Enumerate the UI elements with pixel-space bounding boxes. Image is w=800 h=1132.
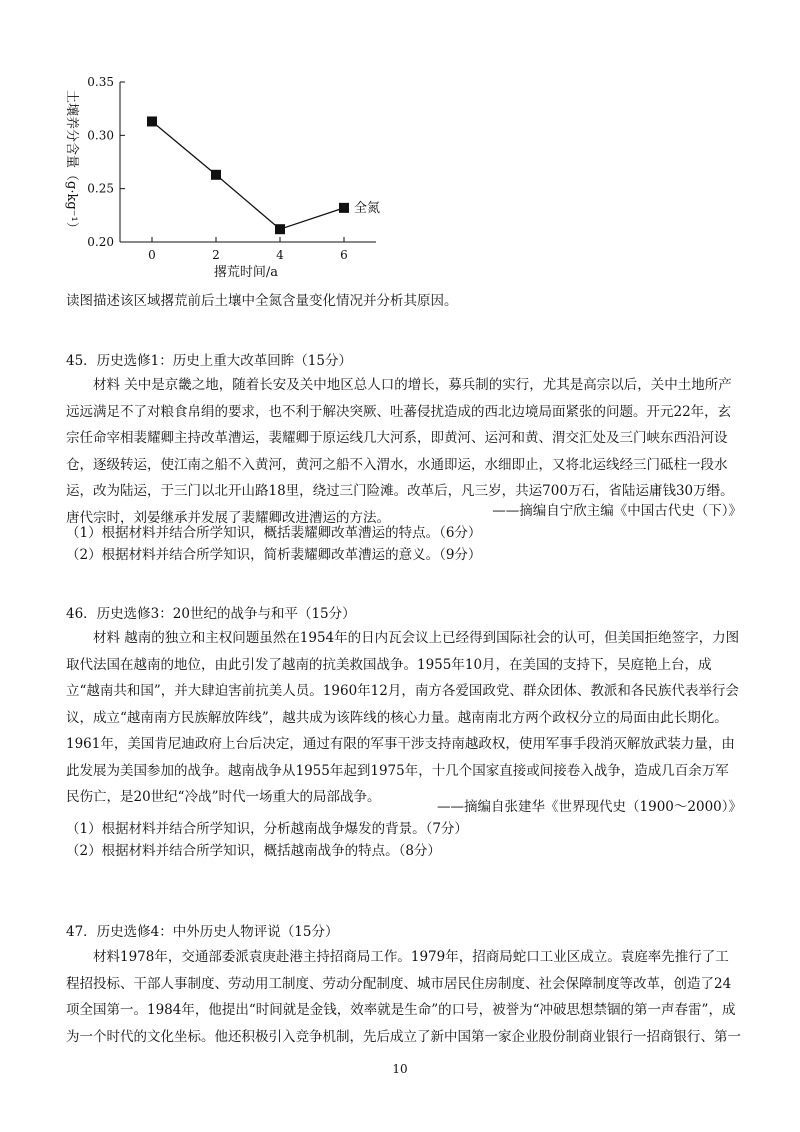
q46-question-1: （1）根据材料并结合所学知识，分析越南战争爆发的背景。（7分） (66, 821, 468, 837)
data-point-marker (147, 116, 157, 126)
x-tick-label: 0 (148, 248, 156, 262)
x-tick-label: 6 (340, 248, 348, 262)
q44-prompt: 读图描述该区域撂荒前后土壤中全氮含量变化情况并分析其原因。 (66, 293, 458, 309)
q45-title: 45．历史选修1：历史上重大改革回眸（15分） (66, 353, 352, 369)
q46-material: 材料 越南的独立和主权问题虽然在1954年的日内瓦会议上已经得到国际社会的认可，但美国拒绝签字，力图取代法国在越南的地位，由此引发了越南的抗美救国战争。1955年10月，在美国的支持下，吴庭艳上台，成立“越南共和国”，并大肆迫害前抗美人员。1960年12月，南方各爱国政党、群众团体、教派和各民族代表举行会议，成立“越南南方民族解放阵线”，越共成为该阵线的核心力量。越南南北方两个政权分立的局面由此长期化。1961年，美国肯尼迪政府上台后决定，通过有限的军事干涉支持南越政权，使用军事手段消灭解放武装力量，由此发展为美国参加的战争。越南战争从1955年起到1975年，十几个国家直接或间接卷入战争，造成几百余万军民伤亡，是20世纪“冷战”时代一场重大的局部战争。 (66, 630, 740, 805)
series-line-total-nitrogen (152, 121, 344, 229)
q46-source: ——摘编自张建华《世界现代史（1900～2000）》 (437, 799, 742, 815)
y-tick-label: 0.25 (87, 181, 114, 196)
x-tick-label: 4 (276, 248, 284, 262)
q46-question-2: （2）根据材料并结合所学知识，概括越南战争的特点。（8分） (66, 843, 441, 859)
x-tick-label: 2 (212, 248, 220, 262)
q45-question-2: （2）根据材料并结合所学知识，简析裴耀卿改革漕运的意义。（9分） (66, 547, 482, 563)
y-tick-label: 0.35 (87, 75, 114, 89)
data-point-marker (339, 203, 349, 213)
q46-title: 46．历史选修3：20世纪的战争与和平（15分） (66, 606, 356, 622)
soil-nitrogen-chart (58, 70, 398, 282)
chart-y-label: 土壤养分含量（g·kg⁻¹） (64, 90, 79, 235)
data-point-marker (275, 224, 285, 234)
data-point-marker (211, 170, 221, 180)
q45-source: ——摘编自宁欣主编《中国古代史（下）》 (492, 503, 742, 519)
q47-title: 47．历史选修4：中外历史人物评说（15分） (66, 924, 339, 940)
y-tick-label: 0.20 (87, 235, 114, 249)
y-tick-label: 0.30 (87, 128, 114, 143)
q45-question-1: （1）根据材料并结合所学知识，概括裴耀卿改革漕运的特点。（6分） (66, 525, 482, 541)
series-label: 全氮 (354, 200, 381, 216)
q45-material: 材料 关中是京畿之地，随着长安及关中地区总人口的增长，募兵制的实行，尤其是高宗以后，关中土地所产远远满足不了对粮食帛绢的要求，也不利于解决突厥、吐蕃侵扰造成的西北边境局面紧张的问题。开元22年，玄宗任命宰相裴耀卿主持改革漕运，裴耀卿于原运线几大河系，即黄河、运河和黄、渭交汇处及三门峡东西沿河设仓，逐级转运，使江南之船不入黄河，黄河之船不入渭水，水通即运，水细即止，又将北运线经三门砥柱一段水运，改为陆运，于三门以北开山路18里，绕过三门险滩。改革后，凡三岁，共运700万石，省陆运庸钱30万缗。唐代宗时，刘晏继承并发展了裴耀卿改进漕运的方法。 (66, 377, 734, 526)
page-number: 10 (392, 1062, 408, 1076)
q47-material: 材料1978年，交通部委派袁庚赴港主持招商局工作。1979年，招商局蛇口工业区成立。袁庭率先推行了工程招投标、干部人事制度、劳动用工制度、劳动分配制度、城市居民住房制度、社会保障制度等改革，创造了24项全国第一。1984年，他提出“时间就是金钱，效率就是生命”的口号，被誉为“冲破思想禁锢的第一声春雷”，成为一个时代的文化坐标。他还积极引入竞争机制，先后成立了新中国第一家企业股份制商业银行一招商银行、第一 (66, 949, 741, 1045)
chart-x-label: 撂荒时间/a (213, 265, 279, 280)
